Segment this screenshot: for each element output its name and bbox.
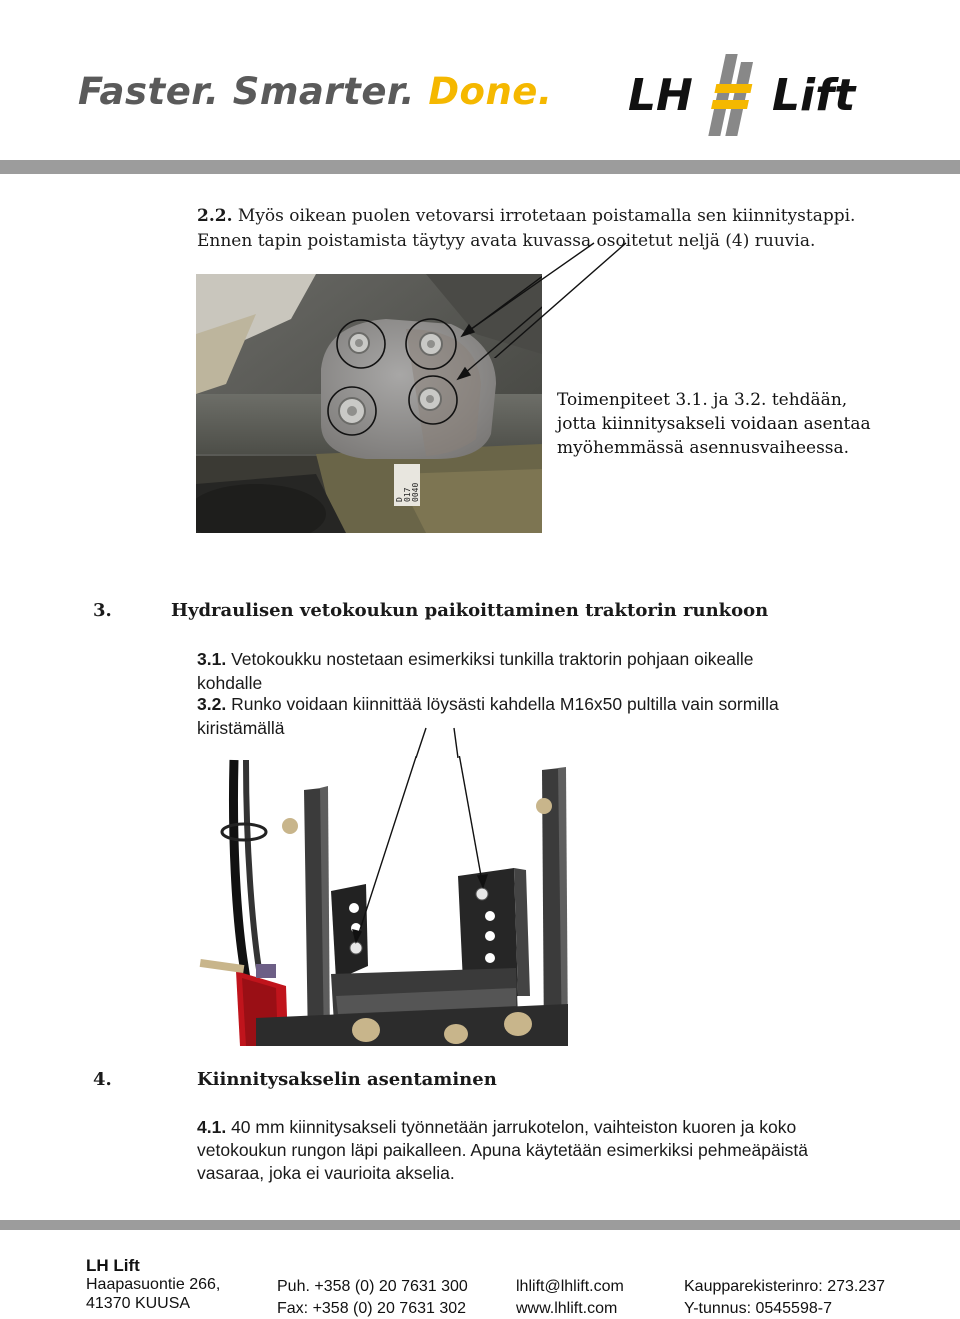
footer-web-link[interactable]: www.lhlift.com: [516, 1300, 618, 1317]
footer-business-id: Y-tunnus: 0545598-7: [684, 1300, 832, 1317]
slogan-main: Faster. Smarter.: [78, 70, 415, 113]
footer-trade-register: Kaupparekisterinro: 273.237: [684, 1278, 886, 1295]
header-divider: [0, 160, 960, 174]
footer-divider: [0, 1220, 960, 1230]
section-3-1-cont: kohdalle: [197, 673, 263, 693]
footer-address-line2: 41370 KUUSA: [86, 1295, 191, 1312]
svg-text:017: 017: [403, 487, 412, 502]
footer-address-line1: Haapasuontie 266,: [86, 1276, 221, 1293]
section-4-1-cont2: vasaraa, joka ei vaurioita akselia.: [197, 1163, 455, 1183]
footer-phone: Puh. +358 (0) 20 7631 300: [277, 1278, 468, 1295]
slogan-highlight: Done.: [428, 70, 553, 113]
footer-email-link[interactable]: lhlift@lhlift.com: [516, 1278, 624, 1295]
section-4-heading: 4. Kiinnitysakselin asentaminen: [93, 1069, 497, 1090]
towbar-frame-drawing: [196, 756, 568, 1046]
section-4-1: 4.1. 40 mm kiinnitysakseli työnnetään jarrukotelon, vaihteiston kuoren ja koko: [197, 1117, 797, 1137]
section-3-2-cont: kiristämällä: [197, 718, 285, 738]
slogan: [78, 70, 552, 113]
section-2-2-line2: Ennen tapin poistamista täytyy avata kuvassa osoitetut neljä (4) ruuvia.: [197, 231, 816, 251]
drawing-pointer-arrows: [400, 726, 470, 758]
section-4-1-cont1: vetokoukun rungon läpi paikalleen. Apuna käytetään esimerkiksi pehmeäpäistä: [197, 1140, 808, 1160]
footer-company: LH Lift: [86, 1256, 140, 1275]
section-2-2-line1: 2.2. Myös oikean puolen vetovarsi irrotetaan poistamalla sen kiinnitystappi.: [197, 206, 856, 226]
section-3-2: 3.2. Runko voidaan kiinnittää löysästi kahdella M16x50 pultilla vain sormilla: [197, 694, 779, 714]
lh-lift-logo: [626, 48, 871, 143]
svg-text:Lift: Lift: [772, 70, 856, 121]
footer-fax: Fax: +358 (0) 20 7631 302: [277, 1300, 467, 1317]
svg-text:D: D: [395, 497, 404, 502]
svg-text:0040: 0040: [411, 482, 420, 502]
svg-text:LH: LH: [628, 70, 693, 121]
section-3-heading: 3. Hydraulisen vetokoukun paikoittaminen traktorin runkoon: [93, 600, 769, 621]
section-3-1: 3.1. Vetokoukku nostetaan esimerkiksi tunkilla traktorin pohjaan oikealle: [197, 649, 754, 669]
photo-note: Toimenpiteet 3.1. ja 3.2. tehdään, jotta kiinnitysakseli voidaan asentaa myöhemmässä asennusvaiheessa.: [557, 390, 871, 458]
photo-pointer-arrows: [464, 238, 634, 358]
